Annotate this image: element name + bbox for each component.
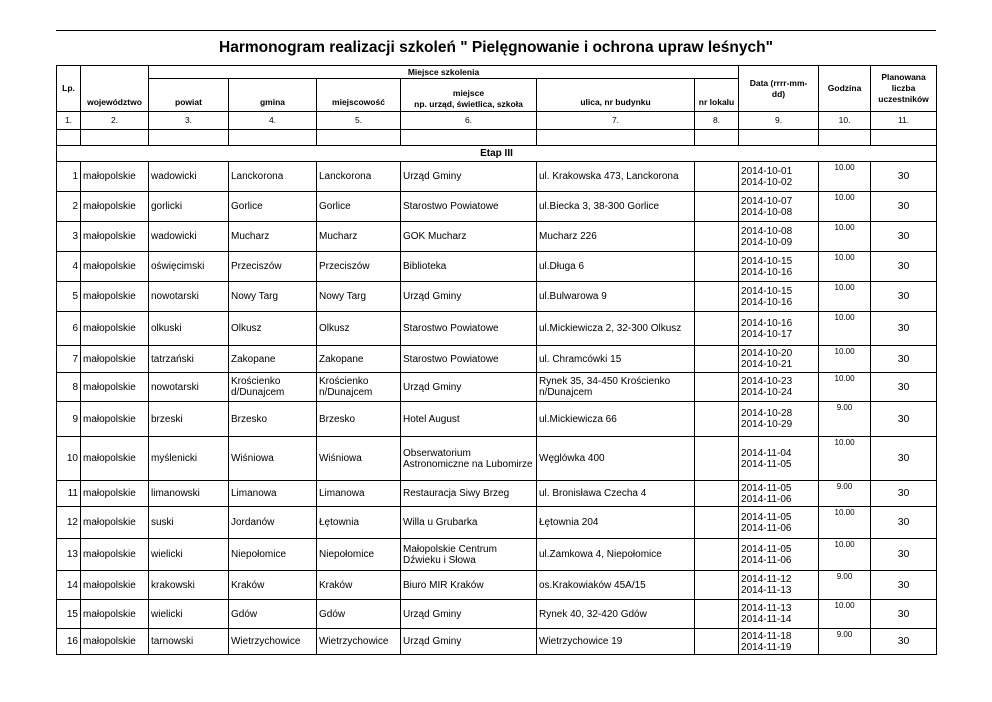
row-ulica: ul. Krakowska 473, Lanckorona — [537, 162, 695, 192]
row-miejsce: Urząd Gminy — [401, 629, 537, 655]
row-liczba-uczestnikow: 30 — [871, 222, 937, 252]
row-date-end: 2014-10-24 — [741, 387, 793, 398]
row-lp: 8 — [57, 373, 81, 402]
table-row — [57, 507, 937, 539]
row-lp: 16 — [57, 629, 81, 655]
row-godzina: 9.00 — [819, 481, 871, 507]
row-godzina: 10.00 — [819, 312, 871, 346]
row-date-end: 2014-11-06 — [741, 493, 792, 505]
row-miejscowosc: Niepołomice — [317, 539, 401, 571]
column-number: 5. — [317, 112, 401, 130]
row-liczba-uczestnikow: 30 — [871, 282, 937, 312]
column-number: 3. — [149, 112, 229, 130]
schedule-table — [56, 65, 937, 655]
row-godzina: 9.00 — [819, 629, 871, 655]
row-ulica: ul.Biecka 3, 38-300 Gorlice — [537, 192, 695, 222]
header-ulica: ulica, nr budynku — [537, 79, 695, 112]
row-lp: 7 — [57, 346, 81, 373]
row-dates — [739, 481, 819, 507]
row-ulica: Rynek 35, 34-450 Krościenko n/Dunajcem — [537, 373, 695, 402]
header-miejsce: miejsce np. urząd, świetlica, szkoła — [401, 79, 537, 112]
row-miejscowosc: Gdów — [317, 600, 401, 629]
row-date-start: 2014-10-28 — [741, 408, 793, 419]
row-godzina: 10.00 — [819, 373, 871, 402]
row-liczba-uczestnikow: 30 — [871, 252, 937, 282]
header-wojewodztwo: województwo — [81, 66, 149, 112]
row-liczba-uczestnikow: 30 — [871, 192, 937, 222]
row-miejsce: Biuro MIR Kraków — [401, 571, 537, 600]
row-dates — [739, 539, 819, 571]
row-miejscowosc: Limanowa — [317, 481, 401, 507]
header-data: Data (rrrr-mm- dd) — [739, 66, 819, 112]
row-lp: 11 — [57, 481, 81, 507]
row-miejsce: Starostwo Powiatowe — [401, 192, 537, 222]
row-miejscowosc: Olkusz — [317, 312, 401, 346]
row-powiat: krakowski — [149, 571, 229, 600]
row-godzina: 10.00 — [819, 437, 871, 481]
row-dates — [739, 507, 819, 539]
row-miejscowosc: Zakopane — [317, 346, 401, 373]
row-dates — [739, 437, 819, 481]
row-miejsce: Restauracja Siwy Brzeg — [401, 481, 537, 507]
row-dates — [739, 192, 819, 222]
row-miejsce: Urząd Gminy — [401, 373, 537, 402]
row-wojewodztwo: małopolskie — [81, 402, 149, 437]
row-miejscowosc: Kraków — [317, 571, 401, 600]
row-miejscowosc: Mucharz — [317, 222, 401, 252]
row-miejscowosc: Przeciszów — [317, 252, 401, 282]
table-row — [57, 539, 937, 571]
row-gmina: Jordanów — [229, 507, 317, 539]
row-dates — [739, 346, 819, 373]
row-date-end: 2014-10-09 — [741, 236, 793, 248]
table-row — [57, 252, 937, 282]
row-liczba-uczestnikow: 30 — [871, 571, 937, 600]
row-lp: 10 — [57, 437, 81, 481]
row-nr-lokalu — [695, 192, 739, 222]
header-powiat: powiat — [149, 79, 229, 112]
row-liczba-uczestnikow: 30 — [871, 507, 937, 539]
row-ulica: ul.Długa 6 — [537, 252, 695, 282]
row-lp: 1 — [57, 162, 81, 192]
row-miejsce: Urząd Gminy — [401, 600, 537, 629]
row-gmina: Krościenko d/Dunajcem — [229, 373, 317, 402]
row-dates — [739, 600, 819, 629]
row-miejscowosc: Lanckorona — [317, 162, 401, 192]
row-powiat: tarnowski — [149, 629, 229, 655]
row-powiat: oświęcimski — [149, 252, 229, 282]
row-lp: 14 — [57, 571, 81, 600]
row-date-start: 2014-10-07 — [741, 195, 793, 207]
row-date-end: 2014-10-16 — [741, 266, 793, 278]
column-number: 4. — [229, 112, 317, 130]
row-godzina: 10.00 — [819, 507, 871, 539]
row-powiat: wielicki — [149, 539, 229, 571]
row-nr-lokalu — [695, 373, 739, 402]
header-miejscowosc: miejscowość — [317, 79, 401, 112]
row-nr-lokalu — [695, 481, 739, 507]
row-date-end: 2014-10-17 — [741, 328, 793, 340]
stage-label: Etap III — [57, 146, 937, 162]
row-miejscowosc: Brzesko — [317, 402, 401, 437]
row-wojewodztwo: małopolskie — [81, 481, 149, 507]
table-row — [57, 346, 937, 373]
row-gmina: Limanowa — [229, 481, 317, 507]
row-dates — [739, 162, 819, 192]
row-liczba-uczestnikow: 30 — [871, 346, 937, 373]
row-date-start: 2014-10-15 — [741, 285, 793, 297]
column-number: 10. — [819, 112, 871, 130]
row-dates — [739, 222, 819, 252]
row-godzina: 10.00 — [819, 539, 871, 571]
row-gmina: Nowy Targ — [229, 282, 317, 312]
column-number: 2. — [81, 112, 149, 130]
row-date-start: 2014-11-04 — [741, 447, 792, 459]
row-miejscowosc: Gorlice — [317, 192, 401, 222]
table-row — [57, 481, 937, 507]
row-date-end: 2014-10-29 — [741, 419, 793, 430]
table-row — [57, 571, 937, 600]
header-nr-lokalu: nr lokalu — [695, 79, 739, 112]
row-liczba-uczestnikow: 30 — [871, 312, 937, 346]
row-ulica: Węglówka 400 — [537, 437, 695, 481]
row-liczba-uczestnikow: 30 — [871, 600, 937, 629]
row-nr-lokalu — [695, 629, 739, 655]
row-dates — [739, 252, 819, 282]
row-gmina: Lanckorona — [229, 162, 317, 192]
column-number: 9. — [739, 112, 819, 130]
row-nr-lokalu — [695, 539, 739, 571]
row-miejsce: GOK Mucharz — [401, 222, 537, 252]
row-nr-lokalu — [695, 222, 739, 252]
row-wojewodztwo: małopolskie — [81, 600, 149, 629]
row-lp: 13 — [57, 539, 81, 571]
row-date-end: 2014-11-19 — [741, 641, 792, 653]
row-dates — [739, 373, 819, 402]
table-row — [57, 222, 937, 252]
row-miejsce: Urząd Gminy — [401, 282, 537, 312]
row-lp: 12 — [57, 507, 81, 539]
row-gmina: Brzesko — [229, 402, 317, 437]
row-miejsce: Willa u Grubarka — [401, 507, 537, 539]
row-date-end: 2014-11-06 — [741, 522, 792, 534]
row-powiat: nowotarski — [149, 282, 229, 312]
row-date-start: 2014-11-05 — [741, 511, 792, 523]
row-powiat: myślenicki — [149, 437, 229, 481]
row-date-start: 2014-10-15 — [741, 255, 793, 267]
table-row — [57, 192, 937, 222]
row-miejsce: Biblioteka — [401, 252, 537, 282]
row-nr-lokalu — [695, 252, 739, 282]
row-lp: 6 — [57, 312, 81, 346]
row-date-start: 2014-11-12 — [741, 574, 792, 585]
row-gmina: Mucharz — [229, 222, 317, 252]
row-powiat: suski — [149, 507, 229, 539]
row-ulica: ul.Bulwarowa 9 — [537, 282, 695, 312]
row-gmina: Gdów — [229, 600, 317, 629]
header-planowana-liczba: Planowana liczba uczestników — [871, 66, 937, 112]
stage-row — [57, 146, 937, 162]
document-title: Harmonogram realizacji szkoleń " Pielęgnowanie i ochrona upraw leśnych" — [219, 39, 773, 56]
row-dates — [739, 402, 819, 437]
row-godzina: 9.00 — [819, 571, 871, 600]
row-ulica: ul. Bronisława Czecha 4 — [537, 481, 695, 507]
row-godzina: 9.00 — [819, 402, 871, 437]
row-date-end: 2014-10-16 — [741, 296, 793, 308]
row-wojewodztwo: małopolskie — [81, 373, 149, 402]
table-row — [57, 437, 937, 481]
row-miejsce: Małopolskie Centrum Dźwieku i Słowa — [401, 539, 537, 571]
row-gmina: Zakopane — [229, 346, 317, 373]
row-nr-lokalu — [695, 437, 739, 481]
row-ulica: ul.Mickiewicza 2, 32-300 Olkusz — [537, 312, 695, 346]
row-miejsce: Starostwo Powiatowe — [401, 346, 537, 373]
row-liczba-uczestnikow: 30 — [871, 481, 937, 507]
column-numbers-row — [57, 112, 937, 130]
row-date-start: 2014-10-23 — [741, 376, 793, 387]
row-dates — [739, 629, 819, 655]
row-powiat: tatrzański — [149, 346, 229, 373]
row-nr-lokalu — [695, 282, 739, 312]
row-lp: 15 — [57, 600, 81, 629]
row-powiat: gorlicki — [149, 192, 229, 222]
row-nr-lokalu — [695, 312, 739, 346]
row-lp: 4 — [57, 252, 81, 282]
column-number: 8. — [695, 112, 739, 130]
row-date-start: 2014-11-05 — [741, 482, 792, 494]
row-lp: 9 — [57, 402, 81, 437]
row-wojewodztwo: małopolskie — [81, 252, 149, 282]
row-gmina: Wiśniowa — [229, 437, 317, 481]
row-date-start: 2014-11-13 — [741, 603, 792, 614]
row-powiat: nowotarski — [149, 373, 229, 402]
row-nr-lokalu — [695, 571, 739, 600]
row-liczba-uczestnikow: 30 — [871, 539, 937, 571]
row-nr-lokalu — [695, 507, 739, 539]
row-ulica: ul. Chramcówki 15 — [537, 346, 695, 373]
row-gmina: Olkusz — [229, 312, 317, 346]
row-ulica: ul.Mickiewicza 66 — [537, 402, 695, 437]
row-liczba-uczestnikow: 30 — [871, 437, 937, 481]
row-miejsce: Urząd Gminy — [401, 162, 537, 192]
table-row — [57, 600, 937, 629]
top-rule — [56, 30, 936, 31]
row-godzina: 10.00 — [819, 346, 871, 373]
row-godzina: 10.00 — [819, 252, 871, 282]
row-nr-lokalu — [695, 402, 739, 437]
row-ulica: Wietrzychowice 19 — [537, 629, 695, 655]
table-row — [57, 162, 937, 192]
row-wojewodztwo: małopolskie — [81, 312, 149, 346]
row-date-end: 2014-11-05 — [741, 458, 792, 470]
row-liczba-uczestnikow: 30 — [871, 162, 937, 192]
row-gmina: Wietrzychowice — [229, 629, 317, 655]
row-powiat: wadowicki — [149, 222, 229, 252]
row-lp: 2 — [57, 192, 81, 222]
column-number: 1. — [57, 112, 81, 130]
row-powiat: wadowicki — [149, 162, 229, 192]
row-date-end: 2014-10-08 — [741, 206, 793, 218]
row-ulica: Rynek 40, 32-420 Gdów — [537, 600, 695, 629]
row-miejscowosc: Krościenko n/Dunajcem — [317, 373, 401, 402]
row-gmina: Kraków — [229, 571, 317, 600]
table-row — [57, 373, 937, 402]
row-wojewodztwo: małopolskie — [81, 571, 149, 600]
row-date-start: 2014-10-20 — [741, 348, 793, 359]
row-date-end: 2014-11-06 — [741, 554, 792, 566]
row-ulica: Mucharz 226 — [537, 222, 695, 252]
row-powiat: olkuski — [149, 312, 229, 346]
row-gmina: Niepołomice — [229, 539, 317, 571]
row-wojewodztwo: małopolskie — [81, 346, 149, 373]
row-wojewodztwo: małopolskie — [81, 539, 149, 571]
row-date-start: 2014-10-01 — [741, 165, 793, 177]
row-wojewodztwo: małopolskie — [81, 222, 149, 252]
row-miejsce: Hotel August — [401, 402, 537, 437]
row-wojewodztwo: małopolskie — [81, 192, 149, 222]
empty-row — [57, 130, 937, 146]
row-lp: 5 — [57, 282, 81, 312]
table-row — [57, 282, 937, 312]
header-godzina: Godzina — [819, 66, 871, 112]
column-number: 6. — [401, 112, 537, 130]
table-row — [57, 402, 937, 437]
row-ulica: Łętownia 204 — [537, 507, 695, 539]
table-row — [57, 312, 937, 346]
row-miejscowosc: Wietrzychowice — [317, 629, 401, 655]
row-wojewodztwo: małopolskie — [81, 162, 149, 192]
row-wojewodztwo: małopolskie — [81, 507, 149, 539]
row-nr-lokalu — [695, 600, 739, 629]
row-wojewodztwo: małopolskie — [81, 437, 149, 481]
row-godzina: 10.00 — [819, 162, 871, 192]
column-number: 11. — [871, 112, 937, 130]
row-liczba-uczestnikow: 30 — [871, 402, 937, 437]
row-date-end: 2014-10-02 — [741, 176, 793, 188]
row-miejsce: Starostwo Powiatowe — [401, 312, 537, 346]
row-wojewodztwo: małopolskie — [81, 282, 149, 312]
row-lp: 3 — [57, 222, 81, 252]
row-ulica: ul.Zamkowa 4, Niepołomice — [537, 539, 695, 571]
row-powiat: limanowski — [149, 481, 229, 507]
row-powiat: wielicki — [149, 600, 229, 629]
row-godzina: 10.00 — [819, 600, 871, 629]
row-date-end: 2014-11-13 — [741, 585, 792, 596]
row-date-end: 2014-11-14 — [741, 614, 792, 625]
table-row — [57, 629, 937, 655]
row-godzina: 10.00 — [819, 222, 871, 252]
row-ulica: os.Krakowiaków 45A/15 — [537, 571, 695, 600]
column-number: 7. — [537, 112, 695, 130]
row-miejsce: Obserwatorium Astronomiczne na Lubomirze — [401, 437, 537, 481]
row-date-end: 2014-10-21 — [741, 359, 793, 370]
row-date-start: 2014-11-18 — [741, 630, 792, 642]
row-dates — [739, 571, 819, 600]
row-liczba-uczestnikow: 30 — [871, 373, 937, 402]
row-wojewodztwo: małopolskie — [81, 629, 149, 655]
row-godzina: 10.00 — [819, 192, 871, 222]
row-date-start: 2014-10-16 — [741, 317, 793, 329]
row-gmina: Gorlice — [229, 192, 317, 222]
row-date-start: 2014-10-08 — [741, 225, 793, 237]
row-godzina: 10.00 — [819, 282, 871, 312]
header-lp: Lp. — [57, 66, 81, 112]
row-nr-lokalu — [695, 346, 739, 373]
row-dates — [739, 282, 819, 312]
row-dates — [739, 312, 819, 346]
row-nr-lokalu — [695, 162, 739, 192]
row-gmina: Przeciszów — [229, 252, 317, 282]
header-gmina: gmina — [229, 79, 317, 112]
row-powiat: brzeski — [149, 402, 229, 437]
row-miejscowosc: Łętownia — [317, 507, 401, 539]
row-liczba-uczestnikow: 30 — [871, 629, 937, 655]
header-miejsce-szkolenia: Miejsce szkolenia — [149, 66, 739, 79]
row-date-start: 2014-11-05 — [741, 543, 792, 555]
row-miejscowosc: Nowy Targ — [317, 282, 401, 312]
row-miejscowosc: Wiśniowa — [317, 437, 401, 481]
